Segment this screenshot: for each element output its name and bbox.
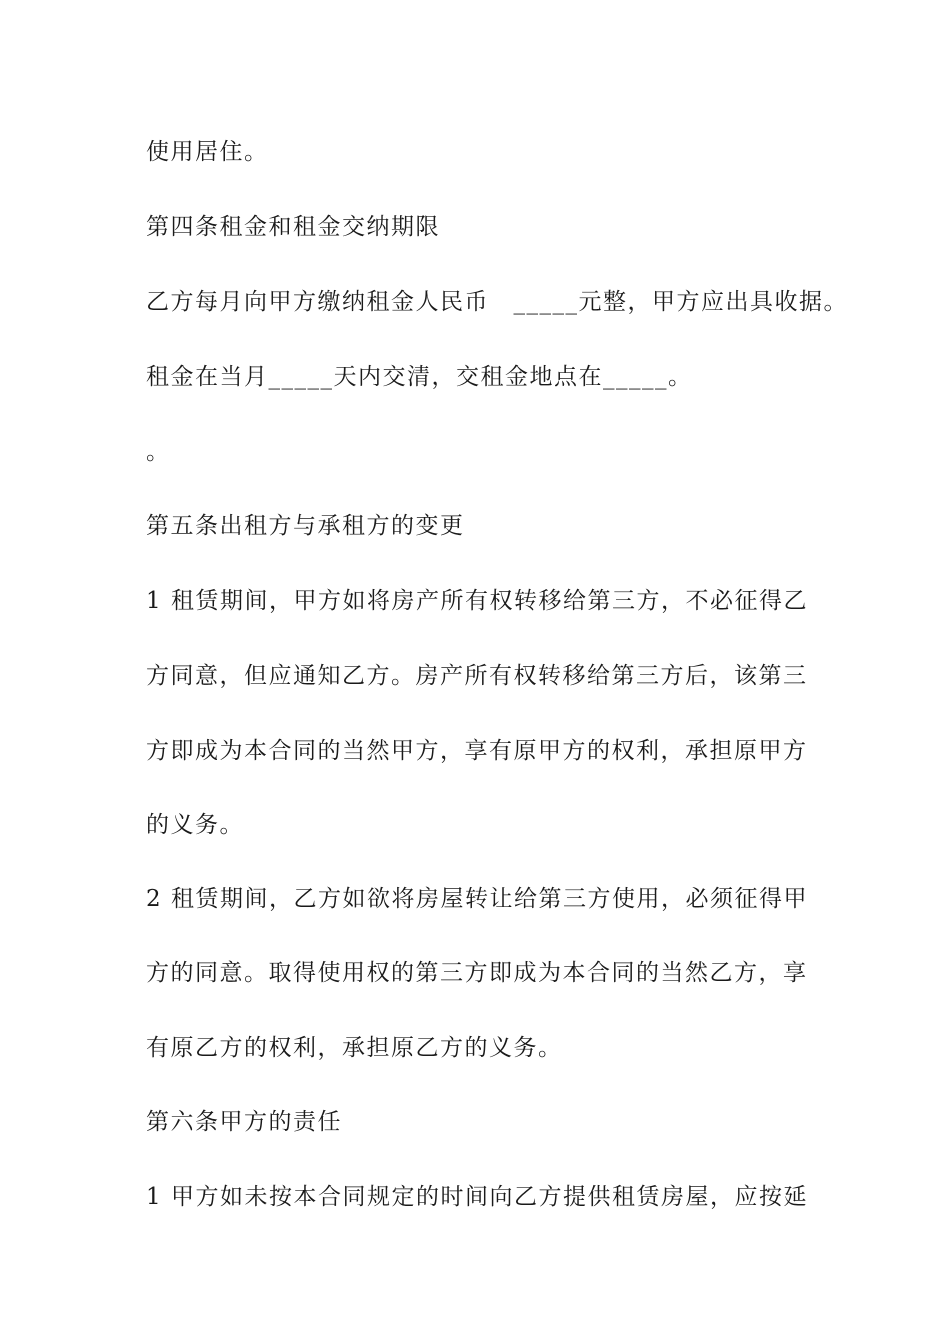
text-line: 1 甲方如未按本合同规定的时间向乙方提供租赁房屋，应按延 bbox=[146, 1184, 808, 1210]
text-line: 1 租赁期间，甲方如将房产所有权转移给第三方，不必征得乙 bbox=[146, 588, 808, 614]
section-heading: 第四条租金和租金交纳期限 bbox=[146, 214, 440, 240]
text-line: 的义务。 bbox=[146, 812, 244, 838]
text-line: 方即成为本合同的当然甲方，享有原甲方的权利，承担原甲方 bbox=[146, 738, 808, 764]
section-heading: 第五条出租方与承租方的变更 bbox=[146, 513, 465, 539]
text-line: 方同意，但应通知乙方。房产所有权转移给第三方后，该第三 bbox=[146, 663, 808, 689]
text-line: 。 bbox=[146, 439, 171, 465]
text-line: 2 租赁期间，乙方如欲将房屋转让给第三方使用，必须征得甲 bbox=[146, 886, 808, 912]
text-line: 方的同意。取得使用权的第三方即成为本合同的当然乙方，享 bbox=[146, 960, 808, 986]
text-line: 乙方每月向甲方缴纳租金人民币 _____元整，甲方应出具收据。 bbox=[146, 289, 848, 315]
text-line: 使用居住。 bbox=[146, 139, 269, 165]
section-heading: 第六条甲方的责任 bbox=[146, 1109, 342, 1135]
text-line: 有原乙方的权利，承担原乙方的义务。 bbox=[146, 1035, 563, 1061]
text-line: 租金在当月_____天内交清，交租金地点在_____。 bbox=[146, 364, 693, 390]
